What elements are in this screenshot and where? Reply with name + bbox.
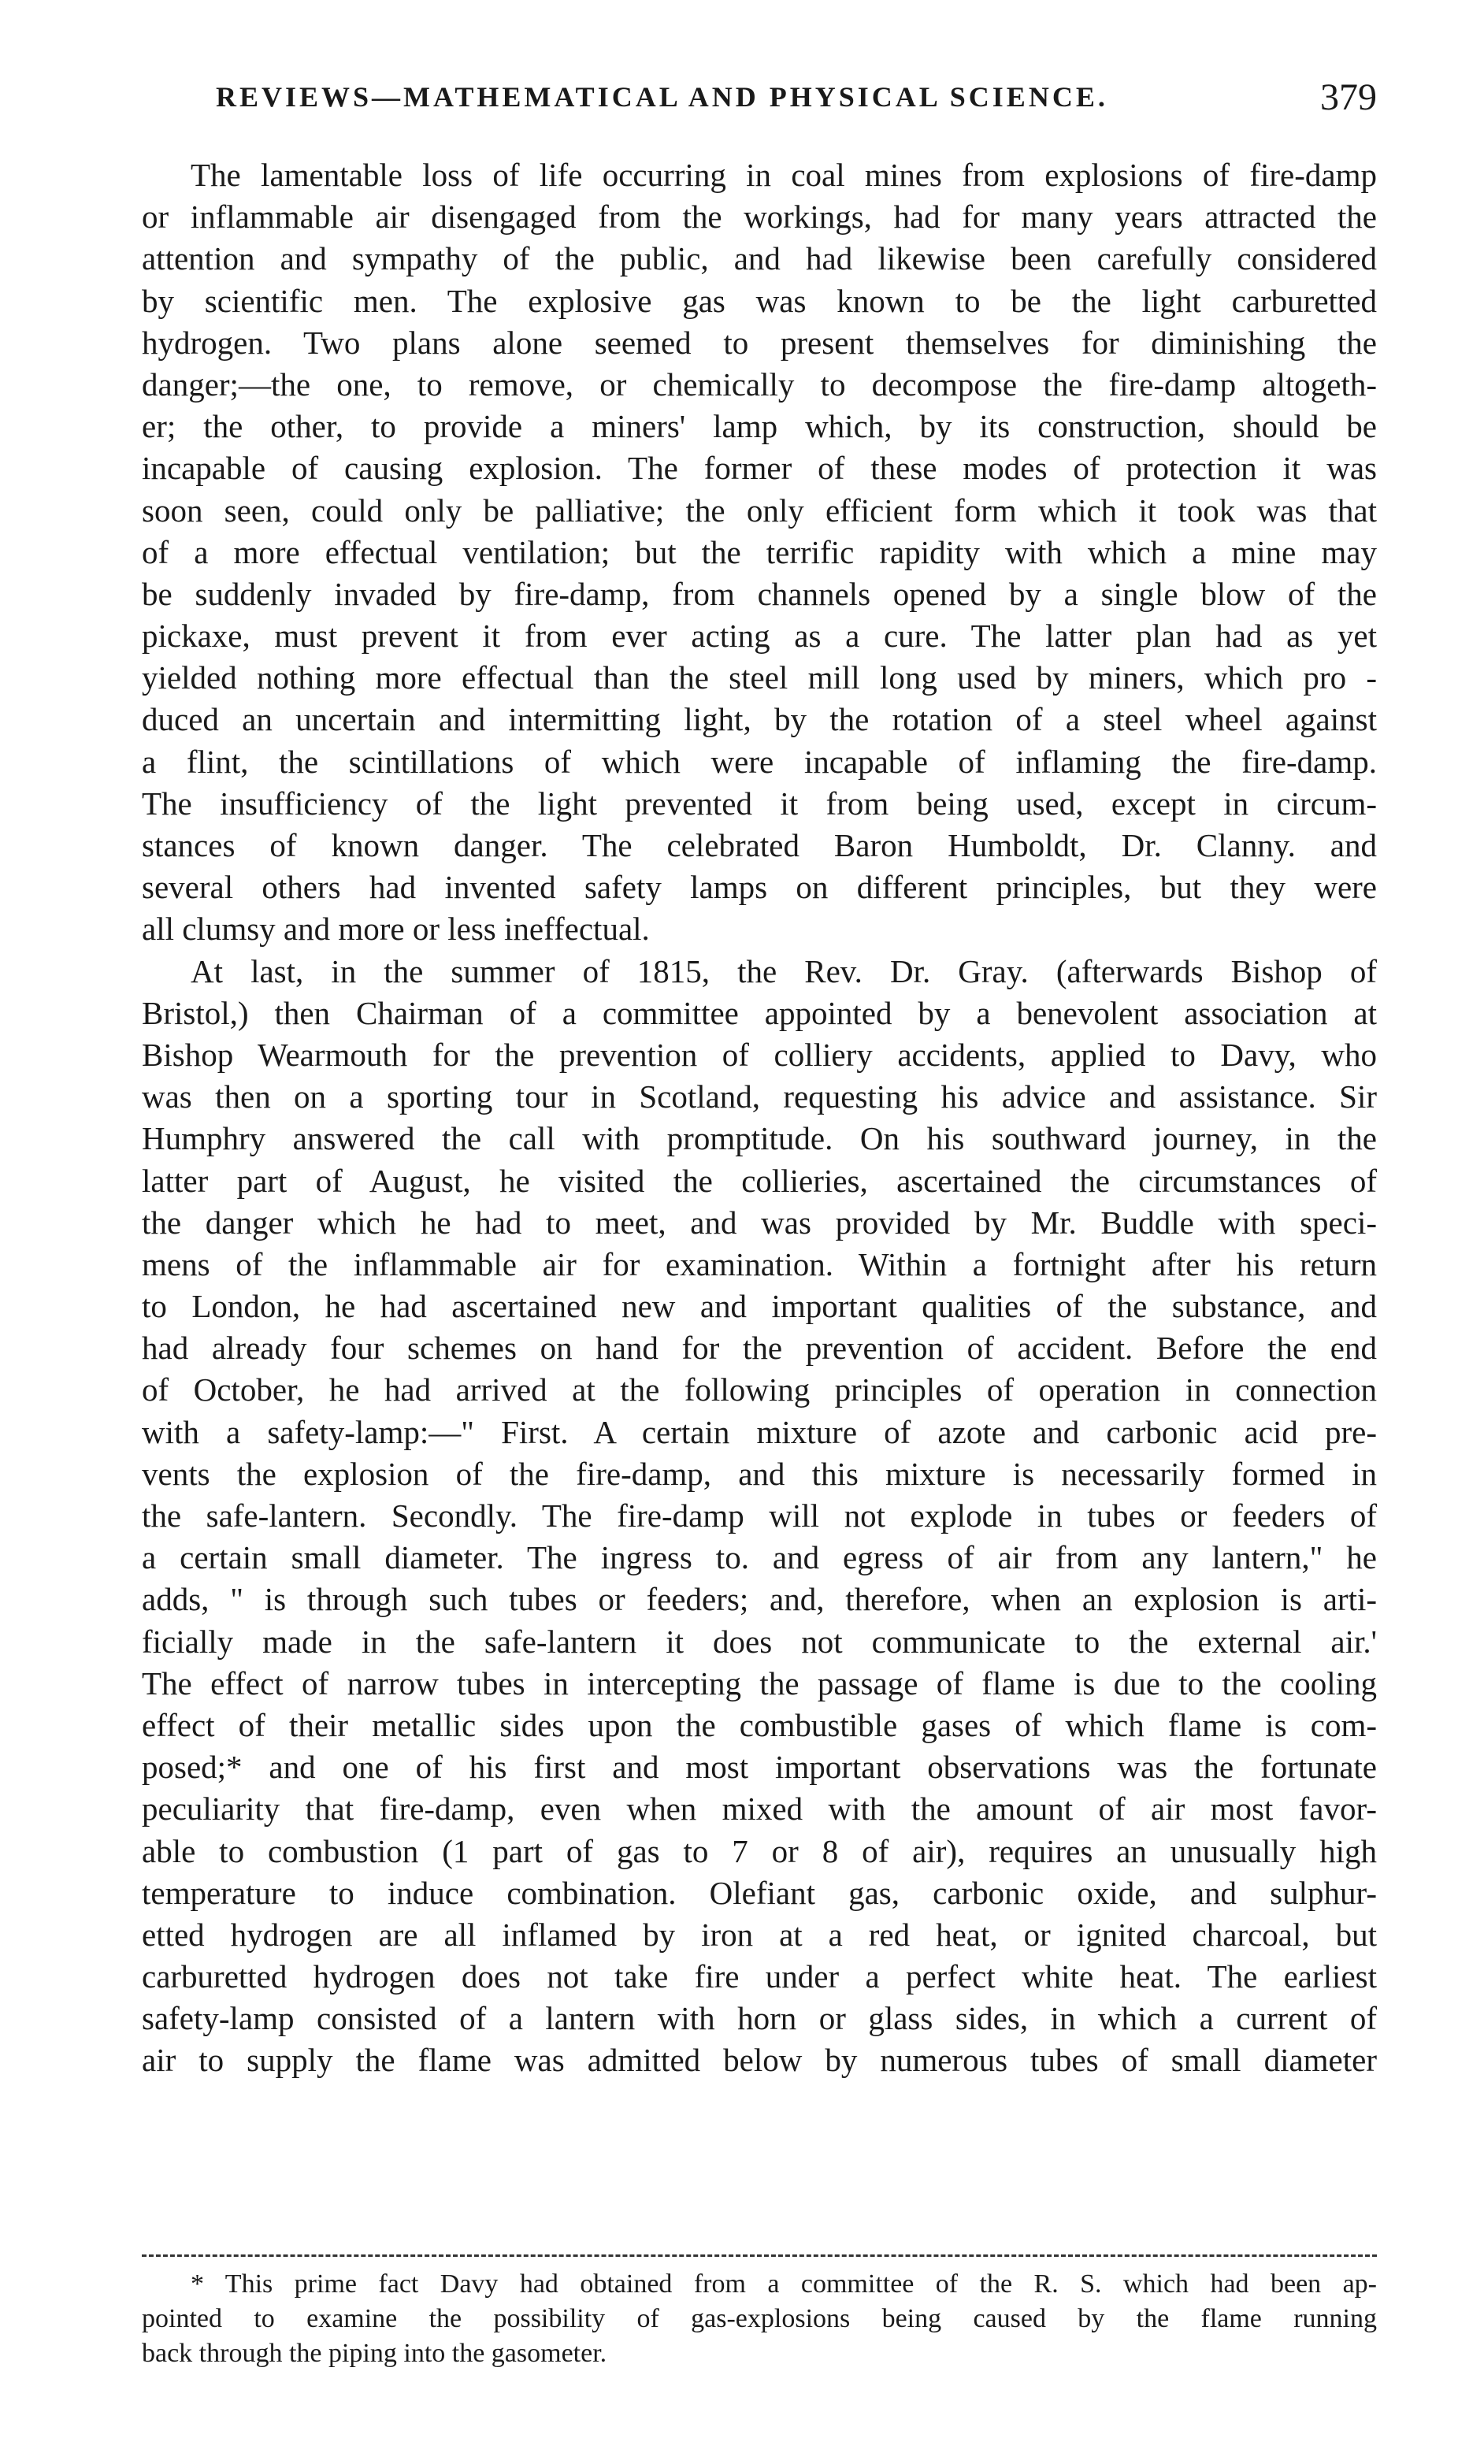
paragraph-2: [142, 951, 1377, 2082]
text-line: yielded nothing more effectual than the steel mill long used by miners, which pro -: [142, 659, 1377, 696]
body-text: [142, 154, 1377, 2082]
text-line: posed;* and one of his first and most important observations was the fortunate: [142, 1749, 1377, 1786]
text-line: Bishop Wearmouth for the prevention of colliery accidents, applied to Davy, who: [142, 1036, 1377, 1073]
text-line: vents the explosion of the fire-damp, and this mixture is necessarily formed in: [142, 1455, 1377, 1492]
text-line: soon seen, could only be palliative; the only efficient form which it took was that: [142, 492, 1377, 529]
text-line: the danger which he had to meet, and was provided by Mr. Buddle with speci-: [142, 1204, 1377, 1241]
text-line: able to combustion (1 part of gas to 7 or 8 of air), requires an unusually high: [142, 1832, 1377, 1869]
text-line: of a more effectual ventilation; but the terrific rapidity with which a mine may: [142, 533, 1377, 570]
text-line: pickaxe, must prevent it from ever acting as a cure. The latter plan had as yet: [142, 618, 1377, 655]
text-line: with a safety-lamp:—" First. A certain mixture of azote and carbonic acid pre-: [142, 1413, 1377, 1450]
text-line: safety-lamp consisted of a lantern with horn or glass sides, in which a current of: [142, 2000, 1377, 2037]
text-line: attention and sympathy of the public, and had likewise been carefully considered: [142, 240, 1377, 277]
text-line: of October, he had arrived at the following principles of operation in connection: [142, 1371, 1377, 1408]
footnote-divider: [142, 2254, 1377, 2257]
text-line: The insufficiency of the light prevented it from being used, except in circum-: [142, 785, 1377, 822]
text-line: was then on a sporting tour in Scotland, requesting his advice and assistance. Sir: [142, 1078, 1377, 1115]
text-line: Bristol,) then Chairman of a committee appointed by a benevolent association at: [142, 994, 1377, 1031]
text-line: had already four schemes on hand for the prevention of accident. Before the end: [142, 1330, 1377, 1367]
text-line: etted hydrogen are all inflamed by iron at a red heat, or ignited charcoal, but: [142, 1916, 1377, 1953]
text-line: by scientific men. The explosive gas was known to be the light carburetted: [142, 282, 1377, 319]
text-line: stances of known danger. The celebrated Baron Humboldt, Dr. Clanny. and: [142, 827, 1377, 863]
text-line: several others had invented safety lamps on different principles, but they were: [142, 869, 1377, 906]
text-line: The lamentable loss of life occurring in coal mines from explosions of fire-damp: [191, 157, 1377, 193]
footnote: [142, 2267, 1377, 2371]
text-line: air to supply the flame was admitted below by numerous tubes of small diameter: [142, 2042, 1377, 2079]
text-line: to London, he had ascertained new and important qualities of the substance, and: [142, 1288, 1377, 1325]
footnote-line: * This prime fact Davy had obtained from a committee of the R. S. which had been ap-: [191, 2269, 1377, 2299]
text-line: The effect of narrow tubes in intercepting the passage of flame is due to the cooling: [142, 1664, 1377, 1701]
text-line: duced an uncertain and intermitting light, by the rotation of a steel wheel against: [142, 701, 1377, 738]
text-line: adds, " is through such tubes or feeders; and, therefore, when an explosion is arti-: [142, 1581, 1377, 1618]
text-line: incapable of causing explosion. The former of these modes of protection it was: [142, 450, 1377, 487]
text-line: be suddenly invaded by fire-damp, from channels opened by a single blow of the: [142, 575, 1377, 612]
running-title: REVIEWS—MATHEMATICAL AND PHYSICAL SCIENCE.: [216, 81, 1108, 113]
text-line: temperature to induce combination. Olefiant gas, carbonic oxide, and sulphur-: [142, 1874, 1377, 1911]
text-line: ficially made in the safe-lantern it does not communicate to the external air.': [142, 1623, 1377, 1660]
page-number: 379: [1320, 76, 1377, 118]
paragraph-1: [142, 154, 1377, 951]
text-line: all clumsy and more or less ineffectual.: [142, 911, 650, 948]
text-line: carburetted hydrogen does not take fire under a perfect white heat. The earliest: [142, 1958, 1377, 1995]
text-line: er; the other, to provide a miners' lamp which, by its construction, should be: [142, 408, 1377, 445]
text-line: mens of the inflammable air for examination. Within a fortnight after his return: [142, 1245, 1377, 1282]
text-line: Humphry answered the call with promptitude. On his southward journey, in the: [142, 1120, 1377, 1157]
page-header: [142, 76, 1377, 131]
text-line: a flint, the scintillations of which were incapable of inflaming the fire-damp.: [142, 743, 1377, 780]
text-line: danger;—the one, to remove, or chemically to decompose the fire-damp altogeth-: [142, 366, 1377, 403]
text-line: latter part of August, he visited the collieries, ascertained the circumstances of: [142, 1162, 1377, 1199]
text-line: a certain small diameter. The ingress to. and egress of air from any lantern," he: [142, 1539, 1377, 1576]
footnote-line: pointed to examine the possibility of gas-explosions being caused by the flame running: [142, 2304, 1377, 2333]
text-line: or inflammable air disengaged from the workings, had for many years attracted the: [142, 199, 1377, 236]
text-line: peculiarity that fire-damp, even when mixed with the amount of air most favor-: [142, 1790, 1377, 1828]
text-line: At last, in the summer of 1815, the Rev. Dr. Gray. (afterwards Bishop of: [191, 952, 1377, 989]
footnote-line: back through the piping into the gasometer.: [142, 2339, 607, 2368]
text-line: effect of their metallic sides upon the combustible gases of which flame is com-: [142, 1706, 1377, 1743]
text-line: hydrogen. Two plans alone seemed to present themselves for diminishing the: [142, 324, 1377, 361]
text-line: the safe-lantern. Secondly. The fire-damp will not explode in tubes or feeders of: [142, 1497, 1377, 1534]
